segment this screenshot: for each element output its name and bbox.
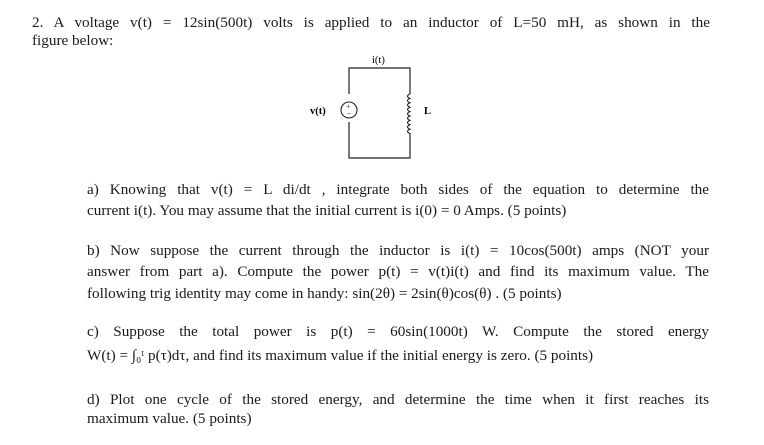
voltage-label: v(t): [310, 106, 326, 117]
part-d-line1: d) Plot one cycle of the stored energy, and determine the time when it first reaches its: [87, 391, 709, 408]
current-label: i(t): [372, 55, 385, 66]
part-a-line1: a) Knowing that v(t) = L di/dt , integrate both sides of the equation to determine the: [87, 181, 709, 198]
source-plus-sign: +: [346, 102, 351, 111]
source-minus-sign: −: [346, 109, 352, 119]
part-a-line2: current i(t). You may assume that the initial current is i(0) = 0 Amps. (5 points): [87, 202, 567, 219]
problem-statement-line2: figure below:: [32, 32, 114, 49]
part-d-line2: maximum value. (5 points): [87, 410, 252, 427]
part-b-line1: b) Now suppose the current through the inductor is i(t) = 10cos(500t) amps (NOT your: [87, 242, 709, 259]
part-b-line2: answer from part a). Compute the power p(t) = v(t)i(t) and find its maximum value. The: [87, 263, 709, 280]
circuit-wire: [349, 68, 410, 94]
part-c-line2: W(t) = ∫₀ᵗ p(τ)dτ, and find its maximum value if the initial energy is zero. (5 points): [87, 347, 594, 364]
part-c-line1: c) Suppose the total power is p(t) = 60sin(1000t) W. Compute the stored energy: [87, 323, 709, 340]
circuit-wire: [349, 122, 410, 158]
inductor-coil-icon: [408, 94, 411, 134]
inductor-label: L: [424, 106, 432, 117]
problem-statement-line1: 2. A voltage v(t) = 12sin(500t) volts is applied to an inductor of L=50 mH, as shown in the: [32, 14, 710, 31]
part-b-line3: following trig identity may come in handy: sin(2θ) = 2sin(θ)cos(θ) . (5 points): [87, 285, 562, 302]
circuit-diagram: [300, 50, 440, 165]
